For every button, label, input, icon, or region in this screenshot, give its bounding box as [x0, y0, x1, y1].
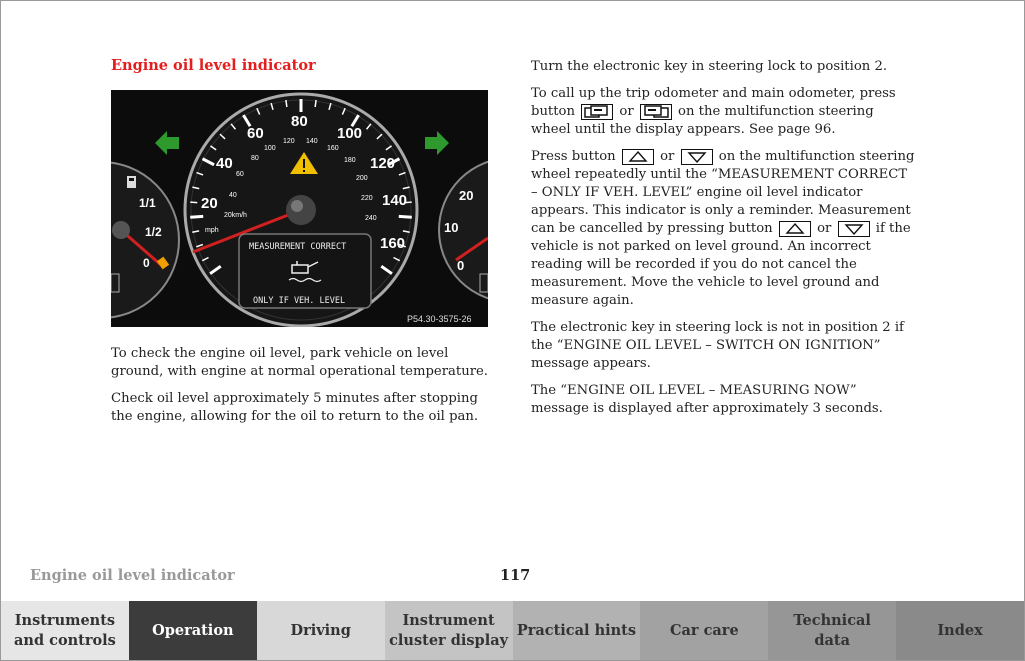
- fuel-label-empty: 0: [143, 256, 150, 270]
- tab-driving[interactable]: Driving: [257, 601, 385, 660]
- kmh-80: 80: [251, 155, 259, 162]
- speedometer: [185, 94, 417, 326]
- display-line-2: ONLY IF VEH. LEVEL: [253, 296, 346, 306]
- display-line-1: MEASUREMENT CORRECT: [249, 242, 347, 252]
- tab-car-care[interactable]: Car care: [640, 601, 768, 660]
- section-heading: Engine oil level indicator: [111, 57, 316, 74]
- p2-text-b: on the multifunction steering wheel until the display appears. See page 96.: [531, 104, 874, 137]
- kmh-160: 160: [327, 145, 339, 152]
- mph-60: 60: [247, 125, 264, 142]
- fuel-label-half: 1/2: [145, 225, 162, 239]
- p3-text-b: on the multifunction steering wheel repeatedly until the “MEASUREMENT CORRECT – ONLY IF VEH. LEVEL” engine oil level indicator appears. This indicator is only a reminder. Measurement can be cancelled by pressing button: [531, 149, 915, 236]
- left-paragraph-2: Check oil level approximately 5 minutes after stopping the engine, allowing for the oil to return to the oil pan.: [111, 391, 479, 424]
- mph-unit: mph: [205, 227, 219, 234]
- figure-caption-code: P54.30-3575-26: [407, 314, 472, 324]
- right-paragraph-2: [531, 85, 916, 139]
- kmh-140: 140: [306, 138, 318, 145]
- mph-20: 20: [201, 195, 218, 212]
- footer-section-title: Engine oil level indicator: [30, 567, 235, 584]
- up-arrow-key-icon: [622, 149, 654, 165]
- kmh-180: 180: [344, 157, 356, 164]
- down-arrow-key-icon: [681, 149, 713, 165]
- temp-label-10: 10: [444, 220, 459, 235]
- tab-practical-hints[interactable]: Practical hints: [513, 601, 641, 660]
- p2-or: or: [619, 104, 634, 119]
- right-text-column: [531, 58, 916, 427]
- mph-100: 100: [337, 125, 363, 142]
- tab-operation[interactable]: Operation: [129, 601, 257, 660]
- tab-instruments-and-controls[interactable]: Instruments and controls: [1, 601, 129, 660]
- instrument-cluster-figure: [111, 90, 488, 327]
- p2-text-a: To call up the trip odometer and main odometer, press button: [531, 86, 896, 119]
- speed-tick: [190, 216, 203, 217]
- display-select-right-icon: [640, 104, 672, 120]
- speed-tick: [315, 100, 316, 107]
- page-number: 117: [500, 567, 531, 584]
- right-paragraph-1: Turn the electronic key in steering lock to position 2.: [531, 59, 888, 74]
- chapter-navigation-bar: [1, 601, 1024, 660]
- p3-text-c: if the vehicle is not parked on level ground. An incorrect reading will be recorded if you do not cancel the measurement. Move the vehicle to level ground and measure again.: [531, 221, 911, 308]
- kmh-200: 200: [356, 175, 368, 182]
- temp-label-20: 20: [459, 188, 474, 203]
- right-paragraph-5: The “ENGINE OIL LEVEL – MEASURING NOW” message is displayed after approximately 3 seconds.: [531, 383, 883, 416]
- mph-160: 160: [380, 235, 406, 252]
- kmh-120: 120: [283, 138, 295, 145]
- display-select-left-icon: [581, 104, 613, 120]
- mph-40: 40: [216, 155, 233, 172]
- down-arrow-key-icon-2: [838, 221, 870, 237]
- kmh-60: 60: [236, 171, 244, 178]
- kmh-240: 240: [365, 215, 377, 222]
- multifunction-display: [239, 234, 371, 308]
- p3-text-a: Press button: [531, 149, 616, 164]
- fuel-pump-icon: [127, 176, 136, 188]
- fuel-label-full: 1/1: [139, 196, 156, 210]
- speed-tick: [286, 100, 287, 107]
- mph-120: 120: [370, 155, 396, 172]
- kmh-20: 20km/h: [224, 212, 247, 219]
- mph-80: 80: [291, 113, 308, 130]
- right-paragraph-3: [531, 148, 916, 310]
- kmh-100: 100: [264, 145, 276, 152]
- temp-label-0: 0: [457, 258, 465, 273]
- tab-technical-data[interactable]: Technical data: [768, 601, 896, 660]
- left-paragraph-1: To check the engine oil level, park vehicle on level ground, with engine at normal operational temperature.: [111, 346, 488, 379]
- left-text-column: [111, 345, 501, 435]
- kmh-220: 220: [361, 195, 373, 202]
- speed-tick: [399, 216, 412, 217]
- tab-index[interactable]: Index: [896, 601, 1024, 660]
- tab-instrument-cluster-display[interactable]: Instrument cluster display: [385, 601, 513, 660]
- right-paragraph-4: The electronic key in steering lock is not in position 2 if the “ENGINE OIL LEVEL – SWITCH ON IGNITION” message appears.: [531, 320, 904, 371]
- p3-or: or: [660, 149, 675, 164]
- up-arrow-key-icon-2: [779, 221, 811, 237]
- mph-140: 140: [382, 192, 408, 209]
- p3-or-2: or: [817, 221, 832, 236]
- kmh-40: 40: [229, 192, 237, 199]
